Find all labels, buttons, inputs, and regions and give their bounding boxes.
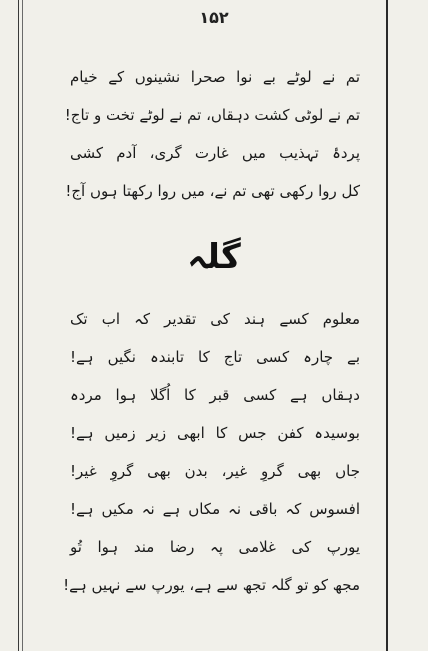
left-margin-rule	[18, 0, 19, 651]
verse-line: افسوس کہ باقی نہ مکاں ہے نہ مکیں ہے!	[70, 500, 360, 518]
verse-line: دہقاں ہے کسی قبر کا اُگلا ہوا مردہ	[70, 386, 360, 404]
verse-line: تم نے لوٹی کشت دہقاں، تم نے لوٹے تخت و تاج!	[64, 106, 360, 124]
verse-line: یورپ کی غلامی پہ رضا مند ہوا تُو	[70, 538, 360, 556]
verse-line: بوسیدہ کفن جس کا ابھی زیر زمیں ہے!	[70, 424, 360, 442]
verse-line: پردۂ تہذیب میں غارت گری، آدم کشی	[70, 144, 360, 162]
verse-line: معلوم کسے ہند کی تقدیر کہ اب تک	[70, 310, 360, 328]
left-inner-rule	[22, 0, 23, 651]
right-margin-rule	[386, 0, 388, 651]
verse-line: تم نے لوٹے بے نوا صحرا نشینوں کے خیام	[70, 68, 360, 86]
stanza-1	[64, 58, 360, 210]
verse-line: مجھ کو تو گلہ تجھ سے ہے، یورپ سے نہیں ہے!	[63, 576, 360, 594]
page-number: ۱۵۲	[199, 8, 229, 27]
poem-title: گلہ	[187, 237, 241, 277]
verse-line: جاں بھی گروِ غیر، بدن بھی گروِ غیر!	[70, 462, 360, 480]
verse-line: بے چارہ کسی تاج کا تابندہ نگیں ہے!	[70, 348, 360, 366]
stanza-2	[63, 300, 360, 604]
verse-line: کل روا رکھی تھی تم نے، میں روا رکھتا ہوں آج!	[65, 182, 360, 200]
